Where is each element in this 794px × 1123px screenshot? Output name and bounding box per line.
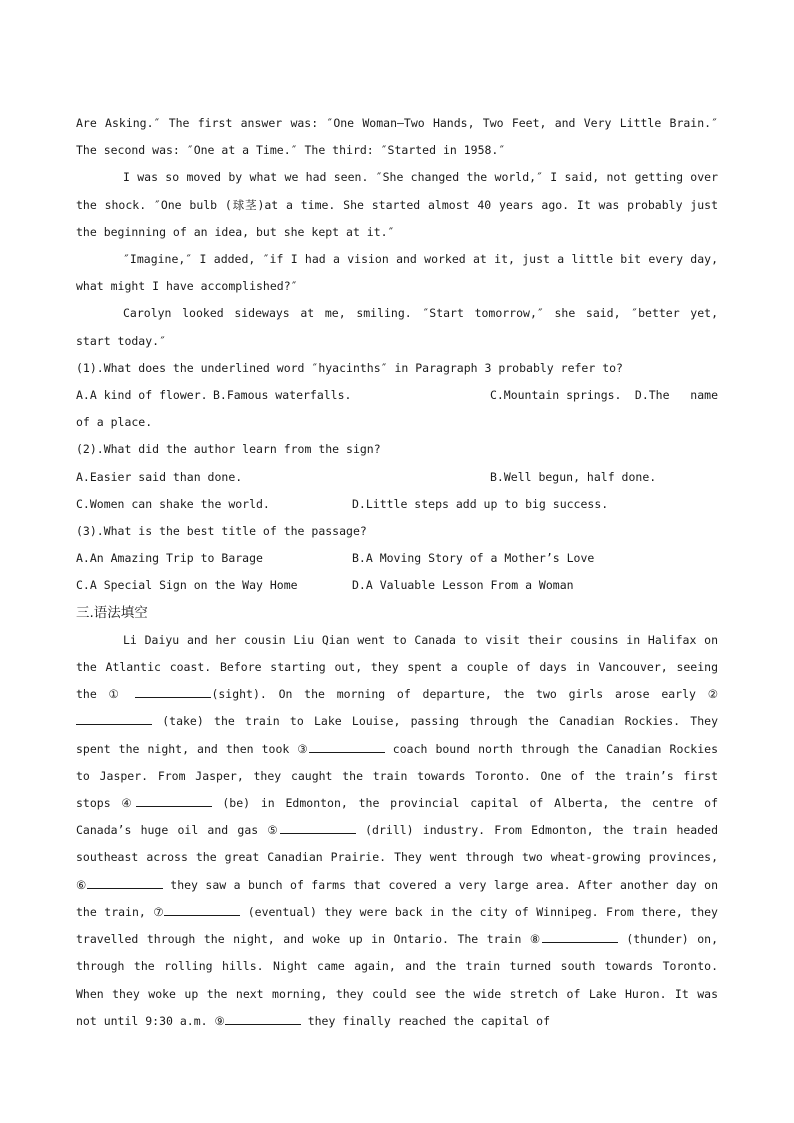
options-row [76, 382, 718, 409]
cloze-text: they finally reached the capital of [300, 1013, 551, 1028]
paragraph-2: I was so moved by what we had seen. ″She changed the world,″ I said, not getting over the shock. ″One bulb (球茎)at a time. She started almost 40 years ago. It was probably just the beginning of an idea, but she kept at it.″ [76, 170, 718, 239]
option-a: A.A kind of flower. [76, 388, 208, 403]
cloze-text: (thunder) on, through the rolling hills. Night came again, and the train turned south towards Toronto. When they woke up the next morning, they could see the wide stretch of Lake Huron. It was not until 9:30 a.m. ⑨ [76, 932, 718, 1028]
cloze-text: (be) in Edmonton, the provincial capital of Alberta, the centre of Canada’s huge oil and gas ⑤ [76, 796, 718, 838]
cloze-text: (sight). On the morning of departure, the two girls arose early ② [211, 687, 719, 702]
question-stem: (3).What is the best title of the passage? [76, 524, 367, 539]
document-page [76, 110, 718, 1035]
option-b: B.Famous waterfalls. [212, 388, 352, 403]
option-d: D.The name [634, 388, 718, 403]
blank-3[interactable] [309, 740, 385, 753]
cloze-text: Li Daiyu and her cousin Liu Qian went to Canada to visit their cousins in Halifax on the Atlantic coast. Before starting out, they spent a couple of days in Vancouver, seeing the ① [76, 632, 718, 702]
option-d: D.A Valuable Lesson From a Woman [352, 578, 574, 593]
option-d: D.Little steps add up to big success. [352, 496, 609, 511]
cloze-text: (drill) industry. From Edmonton, the train headed southeast across the great Canadian Prairie. They went through two wheat-growing provinces, ⑥ [76, 823, 718, 892]
question-3 [76, 518, 718, 600]
options-row [76, 491, 718, 518]
blank-9[interactable] [225, 1012, 301, 1025]
paragraph-1: Are Asking.″ The first answer was: ″One Woman—Two Hands, Two Feet, and Very Little Brain.″ The second was: ″One at a Time.″ The third: ″Started in 1958.″ [76, 116, 718, 158]
blank-6[interactable] [87, 876, 163, 889]
options-row [76, 545, 718, 572]
question-1 [76, 355, 718, 437]
option-b: B.Well begun, half done. [490, 469, 657, 484]
options-row [76, 572, 718, 599]
cloze-text: they saw a bunch of farms that covered a very large area. After another day on the train, ⑦ [76, 877, 718, 919]
cloze-text: (eventual) they were back in the city of Winnipeg. From there, they travelled through the night, and woke up in Ontario. The train ⑧ [76, 904, 718, 947]
cloze-passage [76, 627, 718, 1035]
option-c: C.Women can shake the world. [76, 496, 270, 511]
cloze-text: (take) the train to Lake Louise, passing through the Canadian Rockies. They spent the night, and then took ③ [76, 714, 718, 756]
blank-2[interactable] [76, 712, 152, 725]
option-d-continued: of a place. [76, 415, 153, 430]
option-c: C.Mountain springs. [489, 388, 622, 403]
option-b: B.A Moving Story of a Mother’s Love [352, 551, 595, 566]
question-stem: (2).What did the author learn from the sign? [76, 442, 381, 457]
option-c: C.A Special Sign on the Way Home [76, 578, 298, 593]
paragraph-3: ″Imagine,″ I added, ″if I had a vision and worked at it, just a little bit every day, what might I have accomplished?″ [76, 252, 718, 294]
paragraph-4: Carolyn looked sideways at me, smiling. ″Start tomorrow,″ she said, ″better yet, start today.″ [76, 306, 718, 348]
blank-5[interactable] [280, 821, 356, 834]
blank-4[interactable] [136, 794, 212, 807]
blank-1[interactable] [135, 685, 211, 698]
question-stem: (1).What does the underlined word ″hyacinths″ in Paragraph 3 probably refer to? [76, 360, 623, 375]
question-2 [76, 436, 718, 518]
section-title: 三.语法填空 [76, 604, 148, 621]
blank-7[interactable] [164, 903, 240, 916]
cloze-text: coach bound north through the Canadian Rockies to Jasper. From Jasper, they caught the train towards Toronto. One of the train’s first stops ④ [76, 741, 718, 811]
options-row [76, 464, 718, 491]
option-a: A.Easier said than done. [76, 469, 243, 484]
option-a: A.An Amazing Trip to Barage [76, 551, 263, 566]
blank-8[interactable] [542, 930, 618, 943]
